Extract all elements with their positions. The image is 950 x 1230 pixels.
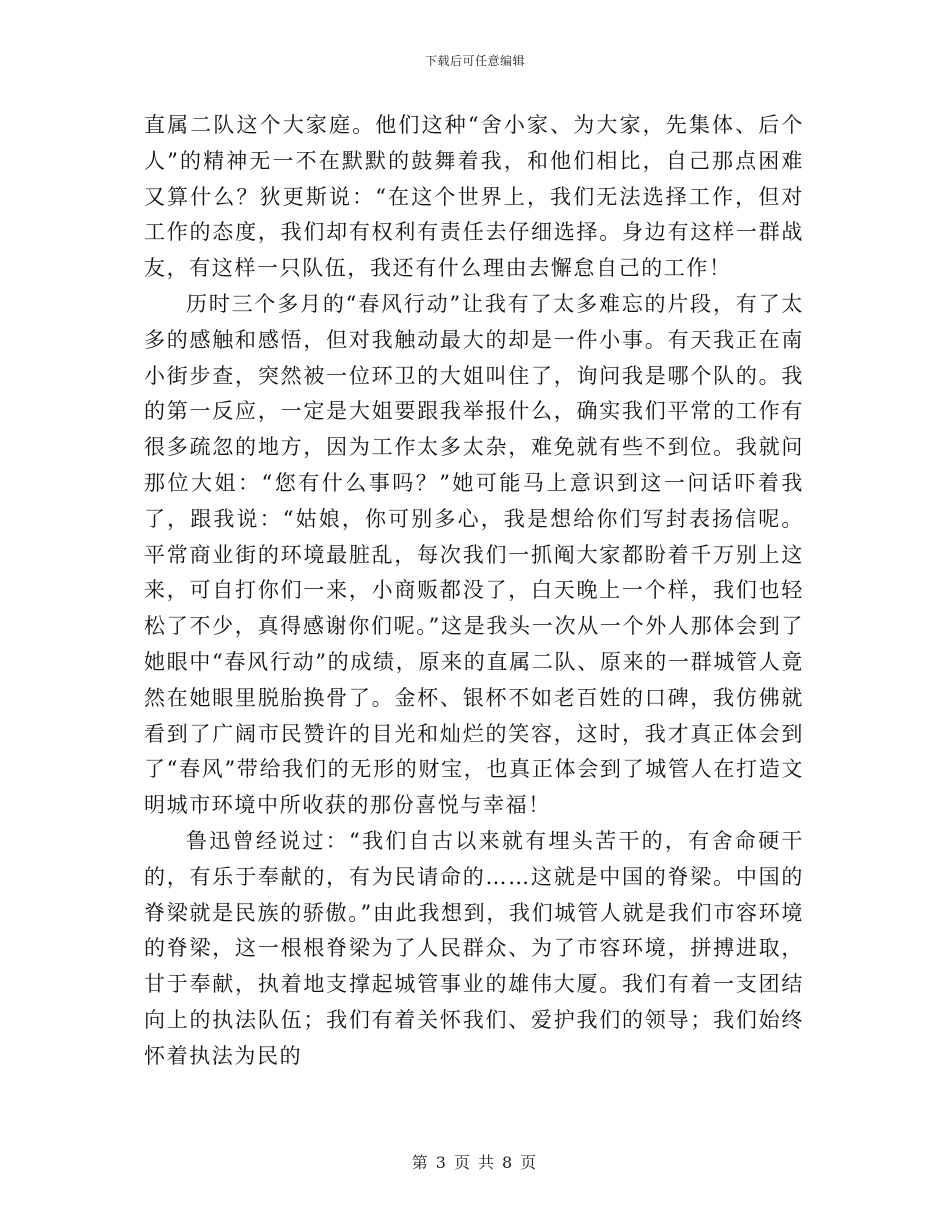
footer-total-pages: 8	[502, 1153, 515, 1172]
footer-prefix: 第	[411, 1153, 430, 1172]
paragraph-3: 鲁迅曾经说过：“我们自古以来就有埋头苦干的，有舍命硬干的，有乐于奉献的，有为民请命的……这就是中国的脊梁。中国的脊梁就是民族的骄傲。”由此我想到，我们城管人就是我们市容环境的脊梁，这一根根脊梁为了人民群众、为了市容环境，拼搏进取，甘于奉献，执着地支撑起城管事业的雄伟大厦。我们有着一支团结向上的执法队伍；我们有着关怀我们、爱护我们的领导；我们始终怀着执法为民的	[144, 828, 804, 1068]
footer-suffix: 页	[520, 1153, 539, 1172]
paragraph-1: 直属二队这个大家庭。他们这种“舍小家、为大家，先集体、后个人”的精神无一不在默默的鼓舞着我，和他们相比，自己那点困难又算什么？狄更斯说：“在这个世界上，我们无法选择工作，但对工作的态度，我们却有权利有责任去仔细选择。身边有这样一群战友，有这样一只队伍，我还有什么理由去懈怠自己的工作！	[144, 113, 804, 281]
footer-current-page: 3	[435, 1153, 448, 1172]
footer-total-label: 共	[478, 1153, 497, 1172]
page-header-note: 下载后可任意编辑	[424, 54, 525, 68]
page-footer	[0, 1150, 950, 1173]
footer-page-label: 页	[453, 1153, 472, 1172]
document-body	[144, 108, 804, 1075]
paragraph-2: 历时三个多月的“春风行动”让我有了太多难忘的片段，有了太多的感触和感悟，但对我触动最大的却是一件小事。有天我正在南小街步查，突然被一位环卫的大姐叫住了，询问我是哪个队的。我的第一反应，一定是大姐要跟我举报什么，确实我们平常的工作有很多疏忽的地方，因为工作太多太杂，难免就有些不到位。我就问那位大姐：“您有什么事吗？”她可能马上意识到这一问话吓着我了，跟我说：“姑娘，你可别多心，我是想给你们写封表扬信呢。平常商业街的环境最脏乱，每次我们一抓阄大家都盼着千万别上这来，可自打你们一来，小商贩都没了，白天晚上一个样，我们也轻松了不少，真得感谢你们呢。”这是我头一次从一个外人那体会到了她眼中“春风行动”的成绩，原来的直属二队、原来的一群城管人竟然在她眼里脱胎换骨了。金杯、银杯不如老百姓的口碑，我仿佛就看到了广阔市民赞许的目光和灿烂的笑容，这时，我才真正体会到了“春风”带给我们的无形的财宝，也真正体会到了城管人在打造文明城市环境中所收获的那份喜悦与幸福！	[144, 291, 804, 818]
